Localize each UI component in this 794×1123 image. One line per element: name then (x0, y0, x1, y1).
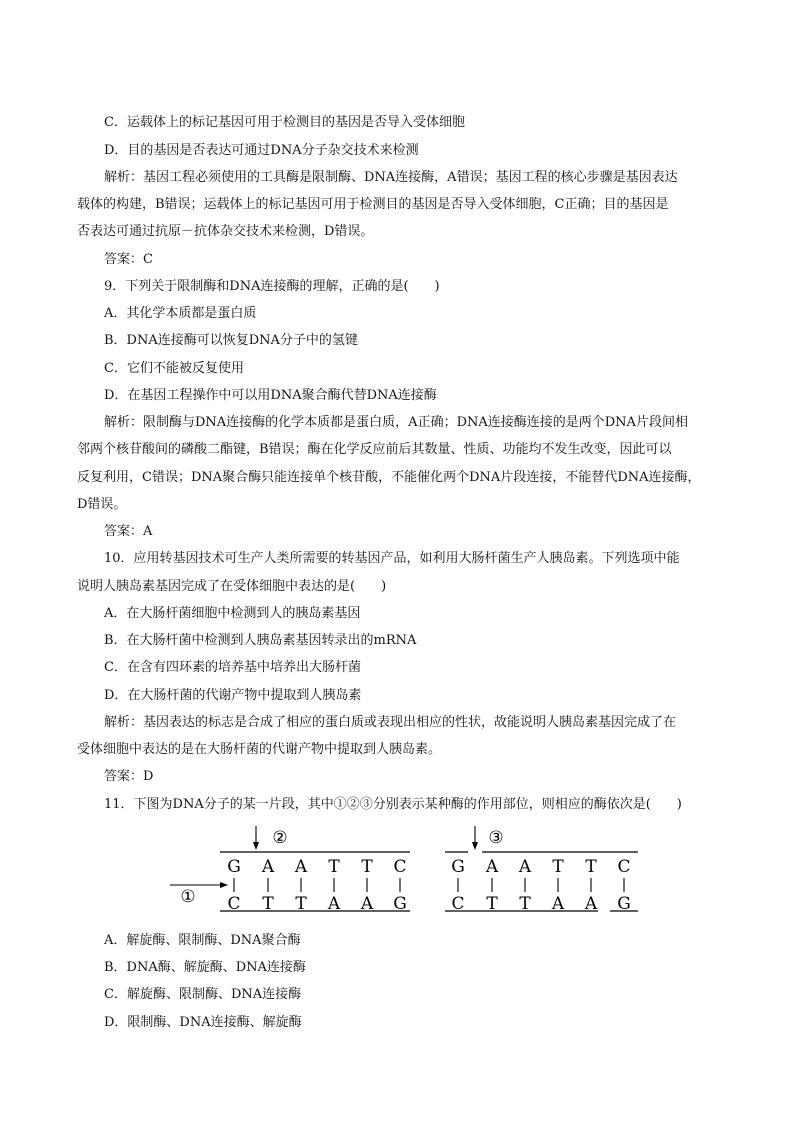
option-c-line: C．它们不能被反复使用 (104, 361, 244, 376)
explanation-line: 解析：限制酶与DNA连接酶的化学本质都是蛋白质，A正确；DNA连接酶连接的是两个DNA片段间相 (104, 415, 688, 430)
dna-left-fragment (220, 852, 410, 914)
option-a-line: A．其化学本质都是蛋白质 (104, 306, 257, 321)
base-letter: G (227, 857, 241, 877)
base-letter: A (485, 857, 499, 877)
arrow-1 (170, 882, 228, 907)
option-a-line: A．解旋酶、限制酶、DNA聚合酶 (104, 933, 301, 948)
label-3: ③ (488, 828, 504, 848)
option-d-line: D．目的基因是否表达可通过DNA分子杂交技术来检测 (104, 143, 419, 158)
dna-right-fragment (445, 852, 638, 914)
base-letter: A (261, 857, 275, 877)
base-letter: C (451, 894, 465, 914)
base-letter: G (393, 894, 407, 914)
label-1: ① (180, 887, 196, 907)
answer-line: 答案：A (104, 524, 153, 539)
option-b-line: B．DNA酶、解旋酶、DNA连接酶 (104, 960, 306, 975)
base-letter: T (361, 857, 373, 877)
base-letter: G (617, 894, 631, 914)
base-letter: T (552, 857, 564, 877)
option-b-line: B．在大肠杆菌中检测到人胰岛素基因转录出的mRNA (104, 633, 417, 648)
arrow-3 (472, 826, 504, 850)
explanation-line: 解析：基因表达的标志是合成了相应的蛋白质或表现出相应的性状，故能说明人胰岛素基因完成了在 (104, 715, 677, 730)
explanation-line: 反复利用，C错误；DNA聚合酶只能连接单个核苷酸，不能催化两个DNA片段连接，不能替代DNA连接酶， (77, 470, 701, 485)
base-letter: A (327, 894, 341, 914)
base-letter: T (486, 894, 498, 914)
base-letter: C (227, 894, 241, 914)
option-d-line: D．在基因工程操作中可以用DNA聚合酶代替DNA连接酶 (104, 388, 437, 403)
option-c-line: C．解旋酶、限制酶、DNA连接酶 (104, 987, 302, 1002)
base-letter: A (360, 894, 374, 914)
question-9: 9．下列关于限制酶和DNA连接酶的理解，正确的是( ) (104, 279, 440, 294)
explanation-line: 受体细胞中表达的是在大肠杆菌的代谢产物中提取到人胰岛素。 (77, 742, 442, 757)
answer-line: 答案：C (104, 252, 153, 267)
base-letter: G (451, 857, 465, 877)
base-letter: T (519, 894, 531, 914)
base-letter: A (294, 857, 308, 877)
base-letter: T (585, 857, 597, 877)
option-c-line: C．运载体上的标记基因可用于检测目的基因是否导入受体细胞 (104, 115, 465, 130)
option-c-line: C．在含有四环素的培养基中培养出大肠杆菌 (104, 660, 361, 675)
question-11: 11．下图为DNA分子的某一片段，其中①②③分别表示某种酶的作用部位，则相应的酶依次是( ) (104, 797, 682, 812)
base-letter: C (393, 857, 407, 877)
base-letter: T (328, 857, 340, 877)
option-a-line: A．在大肠杆菌细胞中检测到人的胰岛素基因 (104, 606, 361, 621)
explanation-line: 载体的构建，B错误；运载体上的标记基因可用于检测目的基因是否导入受体细胞，C正确；目的基因是 (77, 197, 669, 212)
question-10-cont: 说明人胰岛素基因完成了在受体细胞中表达的是( ) (77, 579, 387, 594)
label-2: ② (272, 828, 288, 848)
base-letter: A (551, 894, 565, 914)
hydrogen-bond-ticks (234, 878, 400, 892)
base-letter: T (262, 894, 274, 914)
answer-line: 答案：D (104, 769, 154, 784)
option-d-line: D．限制酶、DNA连接酶、解旋酶 (104, 1015, 302, 1030)
dna-fragment-diagram (170, 822, 650, 922)
option-d-line: D．在大肠杆菌的代谢产物中提取到人胰岛素 (104, 688, 362, 703)
base-letter: A (584, 894, 598, 914)
base-letter: T (295, 894, 307, 914)
hydrogen-bond-ticks (458, 878, 624, 892)
explanation-line: D错误。 (77, 497, 127, 512)
explanation-line: 否表达可通过抗原－抗体杂交技术来检测，D错误。 (77, 224, 374, 239)
option-b-line: B．DNA连接酶可以恢复DNA分子中的氢键 (104, 333, 358, 348)
arrow-2 (253, 826, 288, 850)
base-letter: C (617, 857, 631, 877)
base-letter: A (518, 857, 532, 877)
explanation-line: 解析：基因工程必须使用的工具酶是限制酶、DNA连接酶，A错误；基因工程的核心步骤是基因表达 (104, 170, 678, 185)
question-10: 10．应用转基因技术可生产人类所需要的转基因产品，如利用大肠杆菌生产人胰岛素。下列选项中能 (104, 551, 680, 566)
explanation-line: 邻两个核苷酸间的磷酸二酯键，B错误；酶在化学反应前后其数量、性质、功能均不发生改变，因此可以 (77, 442, 672, 457)
